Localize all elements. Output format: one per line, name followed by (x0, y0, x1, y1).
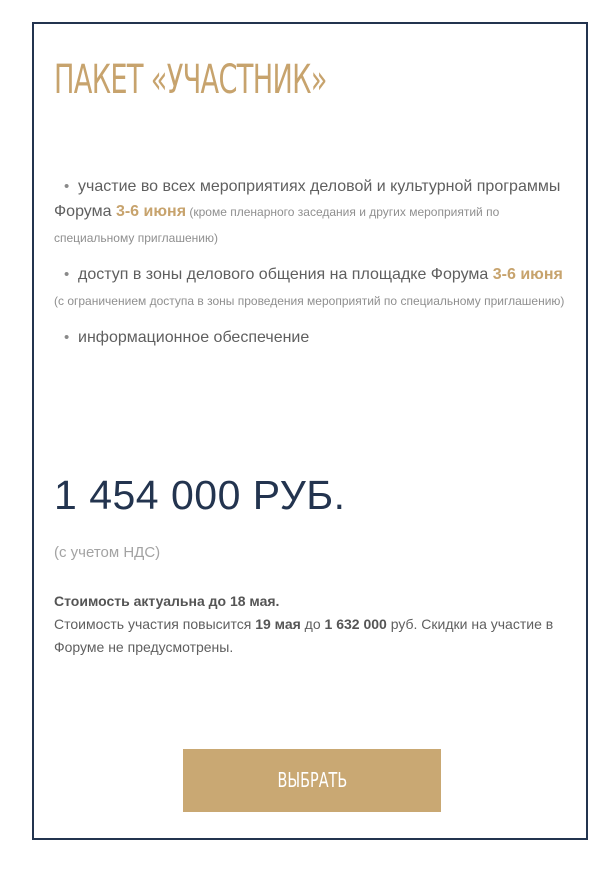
bullet-icon: • (64, 178, 70, 195)
price-increase-date: 19 мая (255, 616, 301, 632)
feature-note: (с ограничением доступа в зоны проведения мероприятий по специальному приглашению) (54, 294, 565, 308)
price-validity-note (54, 590, 564, 659)
feature-note: (кроме пленарного заседания и других мероприятий по специальному приглашению) (54, 205, 500, 245)
bullet-icon: • (64, 266, 70, 283)
feature-text: доступ в зоны делового общения на площадке Форума (78, 266, 493, 283)
vat-note: (с учетом НДС) (54, 544, 161, 561)
validity-line-suffix: руб. Скидки на участие в Форуме не предусмотрены. (54, 616, 554, 655)
select-button-label: ВЫБРАТЬ (277, 768, 347, 792)
feature-text: информационное обеспечение (78, 329, 310, 346)
feature-date: 3-6 июня (492, 266, 563, 283)
bullet-icon: • (64, 329, 70, 346)
feature-item-participation (54, 174, 570, 251)
feature-date: 3-6 июня (115, 203, 187, 220)
package-price: 1 454 000 РУБ. (54, 472, 346, 518)
validity-line-prefix: Стоимость участия повысится (54, 616, 256, 632)
select-package-button[interactable] (183, 749, 441, 812)
validity-line-middle: до (300, 616, 325, 632)
features-list (54, 174, 570, 361)
package-card (32, 22, 588, 840)
feature-item-business-zones (54, 262, 570, 314)
package-title: ПАКЕТ «УЧАСТНИК» (54, 57, 327, 103)
feature-text: участие во всех мероприятиях деловой и культурной программы Форума (54, 178, 561, 220)
new-price: 1 632 000 (324, 616, 387, 632)
validity-headline: Стоимость актуальна до 18 мая. (54, 593, 280, 609)
feature-item-information-support (54, 325, 570, 350)
